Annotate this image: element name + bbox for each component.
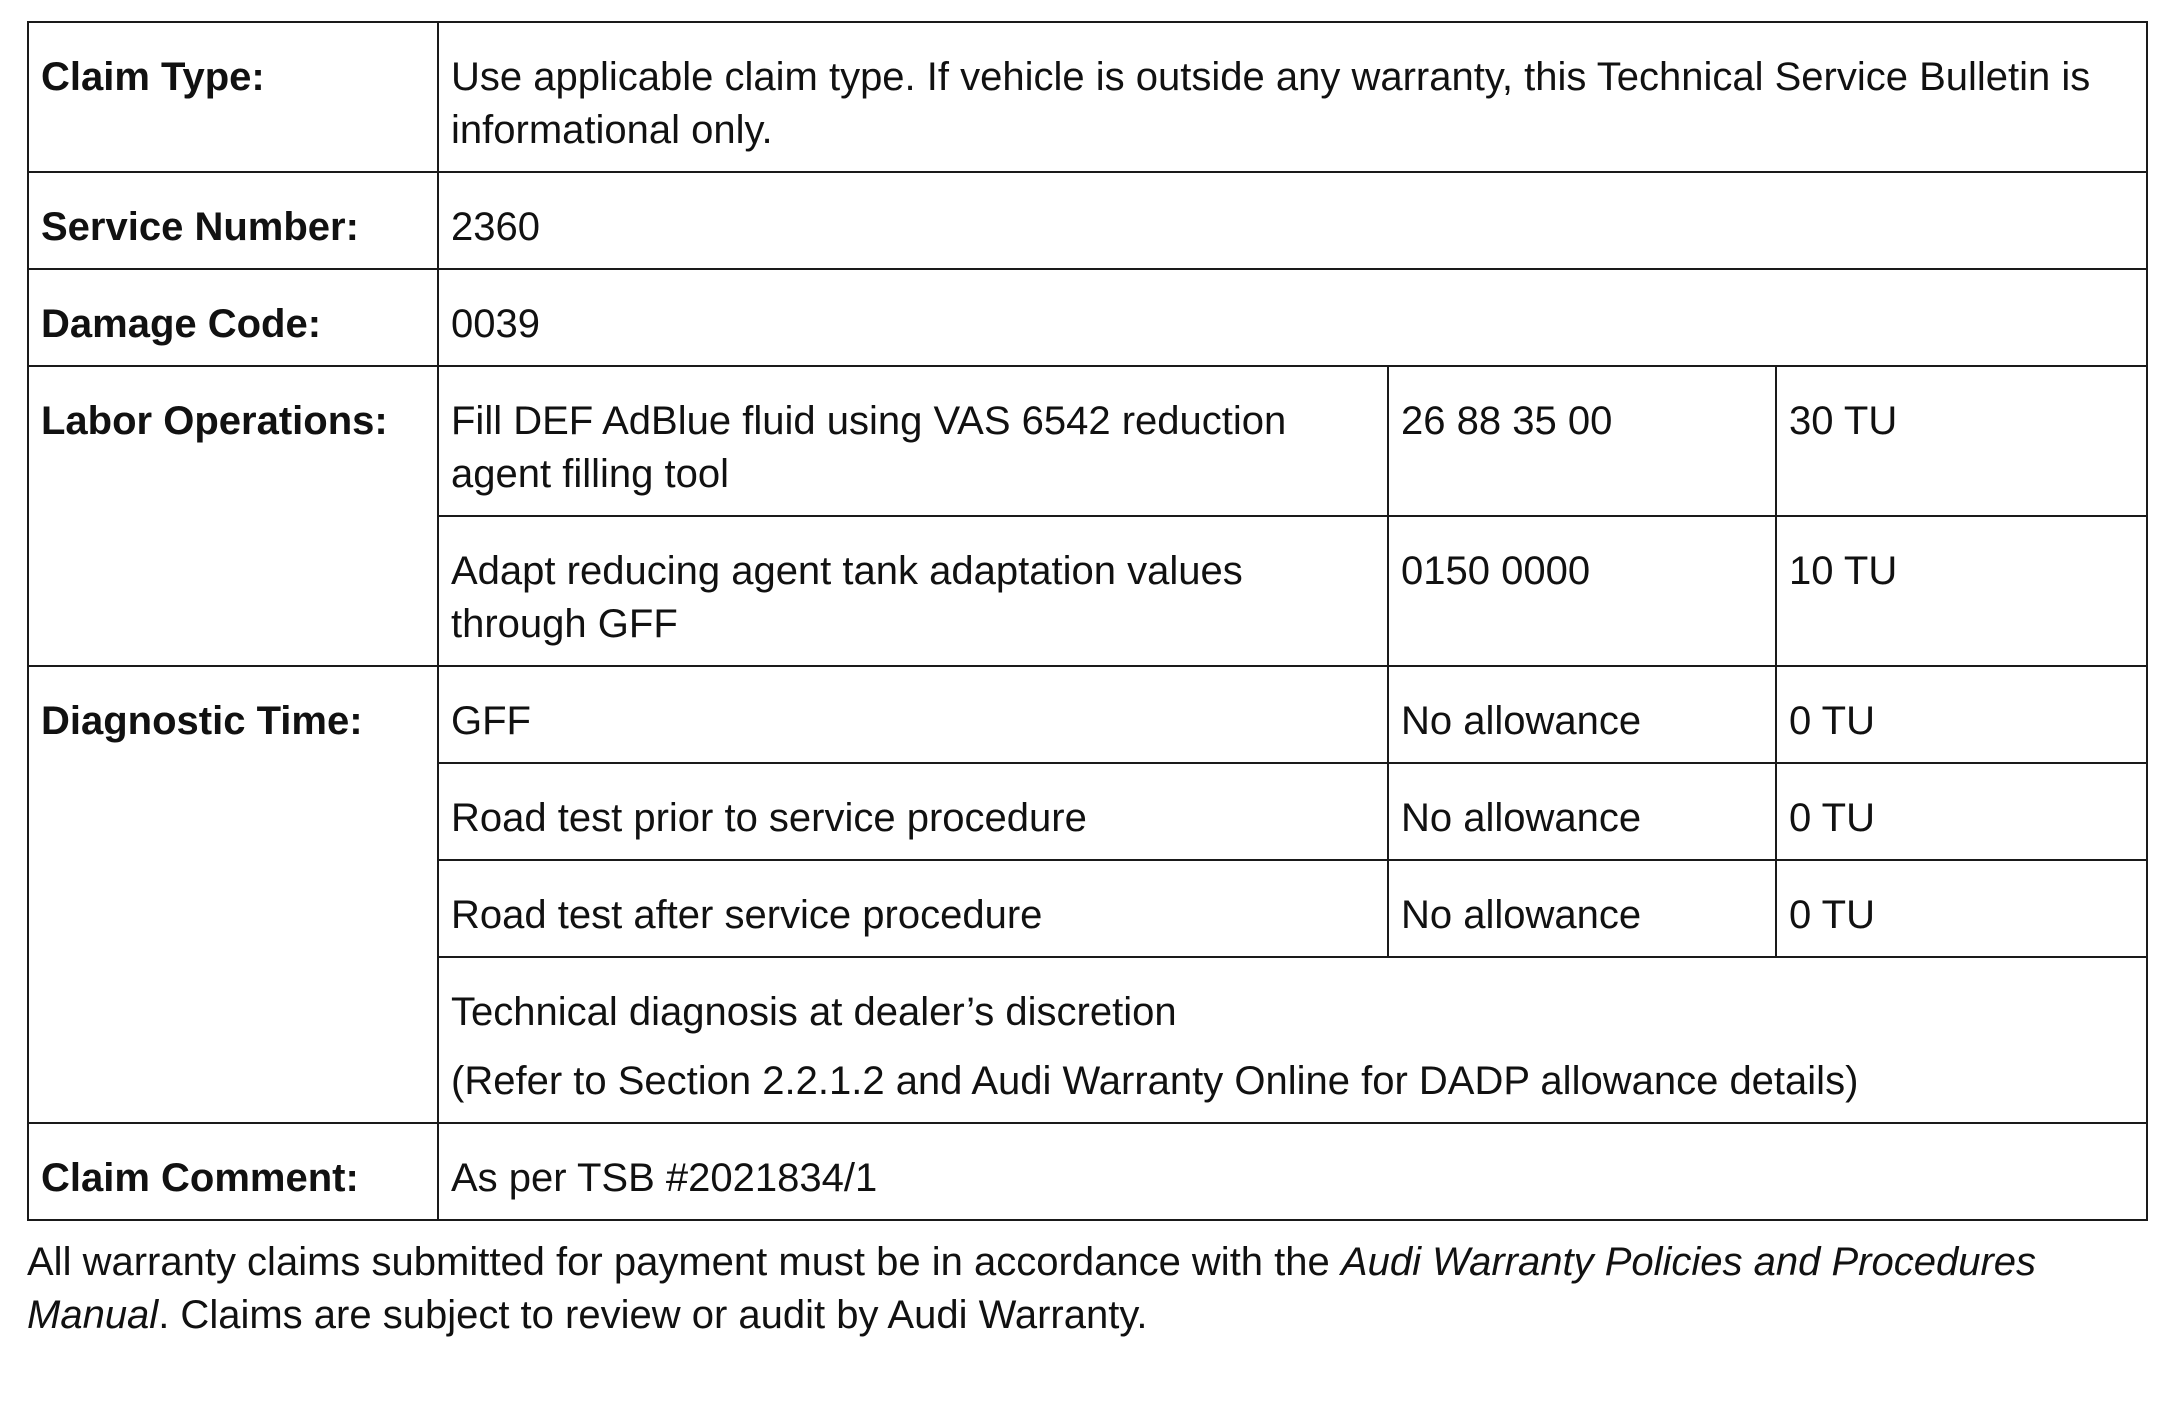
labor-operation-time: 30 TU [1776, 366, 2147, 516]
damage-code-label: Damage Code: [28, 269, 438, 366]
warranty-claim-sheet [27, 21, 2146, 1342]
diagnostic-row [28, 666, 2147, 763]
diagnostic-note-line: Technical diagnosis at dealer’s discretion [451, 990, 1177, 1034]
diagnostic-time: 0 TU [1776, 860, 2147, 957]
damage-code-row [28, 269, 2147, 366]
claim-type-label: Claim Type: [28, 22, 438, 172]
claim-type-row [28, 22, 2147, 172]
claim-comment-value: As per TSB #2021834/1 [438, 1123, 2147, 1220]
damage-code-value: 0039 [438, 269, 2147, 366]
diagnostic-description: GFF [438, 666, 1388, 763]
labor-operation-time: 10 TU [1776, 516, 2147, 666]
claim-comment-label: Claim Comment: [28, 1123, 438, 1220]
footer-text-end: . Claims are subject to review or audit by Audi Warranty. [158, 1293, 1148, 1337]
labor-operation-description: Fill DEF AdBlue fluid using VAS 6542 reduction agent filling tool [438, 366, 1388, 516]
diagnostic-note-reference: (Refer to Section 2.2.1.2 and Audi Warranty Online for DADP allowance details) [451, 1059, 1859, 1103]
service-number-label: Service Number: [28, 172, 438, 269]
footer-text-start: All warranty claims submitted for payment must be in accordance with the [27, 1240, 1341, 1284]
diagnostic-time: 0 TU [1776, 763, 2147, 860]
warranty-table [27, 21, 2148, 1221]
labor-operation-row [28, 366, 2147, 516]
warranty-footer-note [27, 1236, 2146, 1342]
diagnostic-time: 0 TU [1776, 666, 2147, 763]
labor-operation-code: 0150 0000 [1388, 516, 1776, 666]
claim-type-value: Use applicable claim type. If vehicle is outside any warranty, this Technical Service Bulletin is informational only. [438, 22, 2147, 172]
diagnostic-time-label: Diagnostic Time: [28, 666, 438, 1123]
diagnostic-allowance: No allowance [1388, 860, 1776, 957]
warranty-manual-title: Audi Warranty Policies and Procedures Manual [27, 1240, 2037, 1337]
diagnostic-description: Road test after service procedure [438, 860, 1388, 957]
diagnostic-note [438, 957, 2147, 1123]
service-number-row [28, 172, 2147, 269]
claim-comment-row [28, 1123, 2147, 1220]
diagnostic-allowance: No allowance [1388, 763, 1776, 860]
diagnostic-allowance: No allowance [1388, 666, 1776, 763]
service-number-value: 2360 [438, 172, 2147, 269]
labor-operation-description: Adapt reducing agent tank adaptation values through GFF [438, 516, 1388, 666]
diagnostic-description: Road test prior to service procedure [438, 763, 1388, 860]
labor-operations-label: Labor Operations: [28, 366, 438, 666]
labor-operation-code: 26 88 35 00 [1388, 366, 1776, 516]
